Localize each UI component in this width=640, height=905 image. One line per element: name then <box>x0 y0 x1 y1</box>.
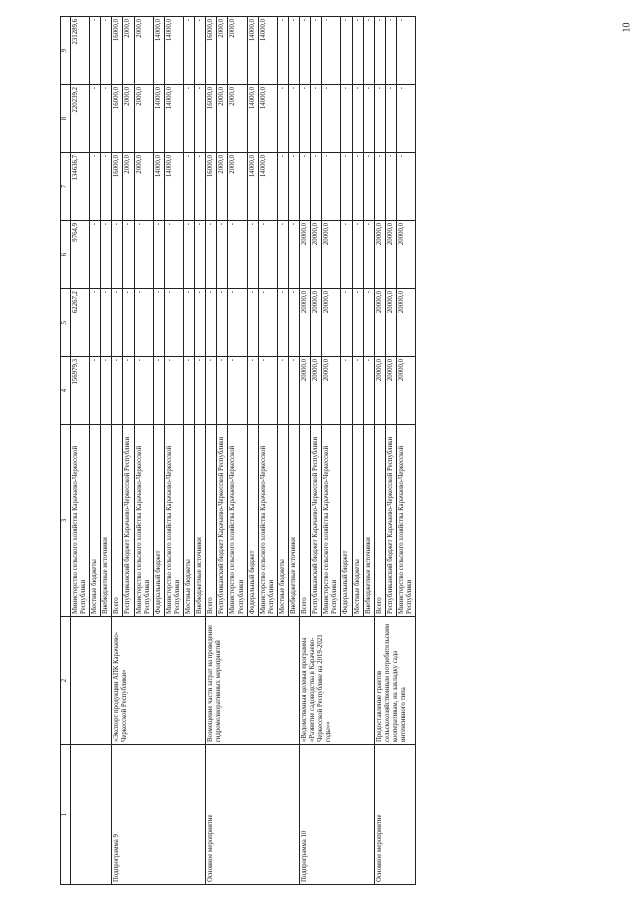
program-title-cell: Предоставление грантов сельскохозяйственным потребительским кооперативам, на закладку сада интенсивного типа <box>374 617 415 745</box>
value-cell: - <box>101 357 112 425</box>
funding-source-cell: Местные бюджеты <box>352 425 363 617</box>
value-cell: - <box>206 221 217 289</box>
value-cell: - <box>153 221 164 289</box>
value-cell: 2000,0 <box>228 153 247 221</box>
value-cell: - <box>247 357 258 425</box>
program-type-cell <box>71 745 112 885</box>
value-cell: - <box>288 153 299 221</box>
value-cell: - <box>352 153 363 221</box>
value-cell: - <box>90 289 101 357</box>
funding-source-cell: Министерство сельского хозяйства Карачаево-Черкесской Республики <box>164 425 183 617</box>
funding-source-cell: Республиканский бюджет Карачаево-Черкесской Республики <box>217 425 228 617</box>
value-cell: - <box>396 85 415 153</box>
program-title-cell: «Ведомственная целевая программа «Развитие садоводства в Карачаево-Черкесской Республике на 2019-2021 годы»» <box>300 617 375 745</box>
funding-source-cell: Республиканский бюджет Карачаево-Черкесской Республики <box>123 425 134 617</box>
value-cell: - <box>341 85 352 153</box>
program-title-cell: Возмещение части затрат на проведение гидромелиоративных мероприятий <box>206 617 300 745</box>
value-cell: - <box>277 85 288 153</box>
funding-source-cell: Федеральный бюджет <box>341 425 352 617</box>
value-cell: - <box>217 289 228 357</box>
value-cell: - <box>363 289 374 357</box>
funding-source-cell: Всего <box>112 425 123 617</box>
value-cell: 2000,0 <box>217 153 228 221</box>
value-cell: 14000,0 <box>258 153 277 221</box>
value-cell: - <box>396 153 415 221</box>
value-cell: - <box>195 153 206 221</box>
value-cell: - <box>134 221 153 289</box>
value-cell: - <box>311 17 322 85</box>
value-cell: - <box>217 221 228 289</box>
table-row <box>71 17 90 885</box>
value-cell: - <box>363 153 374 221</box>
value-cell: - <box>184 153 195 221</box>
value-cell: - <box>247 289 258 357</box>
funding-source-cell: Министерство сельского хозяйства Карачаево-Черкесской Республики <box>71 425 90 617</box>
value-cell: - <box>341 357 352 425</box>
value-cell: - <box>288 289 299 357</box>
value-cell: - <box>396 17 415 85</box>
value-cell: 16000,0 <box>206 153 217 221</box>
value-cell: 2000,0 <box>123 17 134 85</box>
value-cell: 20000,0 <box>300 289 311 357</box>
value-cell: 20000,0 <box>311 221 322 289</box>
value-cell: - <box>341 17 352 85</box>
value-cell: - <box>247 221 258 289</box>
value-cell: - <box>184 289 195 357</box>
value-cell: - <box>385 17 396 85</box>
value-cell: 2000,0 <box>134 85 153 153</box>
value-cell: 14000,0 <box>164 153 183 221</box>
value-cell: - <box>164 221 183 289</box>
funding-source-cell: Местные бюджеты <box>184 425 195 617</box>
value-cell: 20000,0 <box>396 221 415 289</box>
value-cell: - <box>123 289 134 357</box>
value-cell: - <box>363 17 374 85</box>
column-header: 6 <box>61 221 71 289</box>
program-title-cell <box>71 617 112 745</box>
value-cell: 20000,0 <box>374 221 385 289</box>
value-cell: 20000,0 <box>396 357 415 425</box>
value-cell: 2000,0 <box>123 153 134 221</box>
program-type-cell: Основное мероприятие <box>206 745 300 885</box>
value-cell: - <box>101 85 112 153</box>
value-cell: 20000,0 <box>385 357 396 425</box>
value-cell: - <box>228 221 247 289</box>
funding-source-cell: Республиканский бюджет Карачаево-Черкесской Республики <box>385 425 396 617</box>
funding-source-cell: Внебюджетные источники <box>363 425 374 617</box>
value-cell: - <box>123 221 134 289</box>
column-header: 1 <box>61 745 71 885</box>
value-cell: - <box>341 221 352 289</box>
value-cell: 134636,7 <box>71 153 90 221</box>
value-cell: - <box>217 357 228 425</box>
value-cell: - <box>300 17 311 85</box>
value-cell: - <box>277 221 288 289</box>
value-cell: 14000,0 <box>247 153 258 221</box>
value-cell: - <box>300 85 311 153</box>
value-cell: - <box>258 221 277 289</box>
value-cell: - <box>101 289 112 357</box>
value-cell: 14000,0 <box>258 17 277 85</box>
value-cell: - <box>90 357 101 425</box>
value-cell: - <box>90 85 101 153</box>
value-cell: - <box>311 85 322 153</box>
value-cell: - <box>322 153 341 221</box>
program-type-cell: Основное мероприятие <box>374 745 415 885</box>
value-cell: - <box>300 153 311 221</box>
budget-table-sheet <box>60 17 580 885</box>
value-cell: - <box>195 221 206 289</box>
value-cell: 16000,0 <box>112 17 123 85</box>
value-cell: - <box>288 357 299 425</box>
value-cell: - <box>277 153 288 221</box>
value-cell: - <box>385 85 396 153</box>
value-cell: 16000,0 <box>206 17 217 85</box>
value-cell: 20000,0 <box>311 357 322 425</box>
value-cell: - <box>112 289 123 357</box>
value-cell: - <box>195 85 206 153</box>
value-cell: 220239,2 <box>71 85 90 153</box>
value-cell: 20000,0 <box>311 289 322 357</box>
program-type-cell: Подпрограмма 9 <box>112 745 206 885</box>
column-header: 9 <box>61 17 71 85</box>
value-cell: - <box>363 221 374 289</box>
value-cell: 20000,0 <box>385 221 396 289</box>
value-cell: - <box>90 153 101 221</box>
funding-source-cell: Федеральный бюджет <box>153 425 164 617</box>
table-body <box>71 17 416 885</box>
value-cell: - <box>258 357 277 425</box>
value-cell: - <box>352 221 363 289</box>
value-cell: - <box>352 17 363 85</box>
value-cell: - <box>101 221 112 289</box>
value-cell: - <box>90 221 101 289</box>
value-cell: - <box>277 357 288 425</box>
funding-source-cell: Республиканский бюджет Карачаево-Черкесской Республики <box>311 425 322 617</box>
funding-source-cell: Внебюджетные источники <box>288 425 299 617</box>
value-cell: - <box>184 221 195 289</box>
value-cell: 14000,0 <box>247 85 258 153</box>
value-cell: 20000,0 <box>374 289 385 357</box>
value-cell: 14000,0 <box>164 85 183 153</box>
value-cell: - <box>374 17 385 85</box>
value-cell: - <box>195 357 206 425</box>
column-header: 2 <box>61 617 71 745</box>
value-cell: 20000,0 <box>300 221 311 289</box>
value-cell: 16000,0 <box>206 85 217 153</box>
funding-source-cell: Министерство сельского хозяйства Карачаево-Черкесской Республики <box>396 425 415 617</box>
value-cell: - <box>184 17 195 85</box>
value-cell: - <box>112 357 123 425</box>
value-cell: - <box>341 289 352 357</box>
value-cell: 14000,0 <box>164 17 183 85</box>
value-cell: 62267,2 <box>71 289 90 357</box>
value-cell: - <box>112 221 123 289</box>
value-cell: - <box>374 85 385 153</box>
value-cell: - <box>195 17 206 85</box>
column-header: 4 <box>61 357 71 425</box>
value-cell: - <box>288 85 299 153</box>
value-cell: 2000,0 <box>228 17 247 85</box>
value-cell: - <box>228 357 247 425</box>
value-cell: - <box>374 153 385 221</box>
column-number-row <box>61 17 71 885</box>
value-cell: - <box>352 357 363 425</box>
value-cell: 2000,0 <box>217 17 228 85</box>
value-cell: 14000,0 <box>153 153 164 221</box>
value-cell: - <box>363 85 374 153</box>
value-cell: - <box>352 85 363 153</box>
value-cell: 14000,0 <box>153 85 164 153</box>
value-cell: - <box>363 357 374 425</box>
value-cell: 20000,0 <box>322 357 341 425</box>
funding-source-cell: Внебюджетные источники <box>195 425 206 617</box>
value-cell: - <box>322 85 341 153</box>
value-cell: - <box>206 289 217 357</box>
value-cell: - <box>277 17 288 85</box>
value-cell: - <box>277 289 288 357</box>
value-cell: 20000,0 <box>322 289 341 357</box>
value-cell: - <box>184 357 195 425</box>
value-cell: 16000,0 <box>112 85 123 153</box>
value-cell: - <box>134 357 153 425</box>
value-cell: - <box>153 289 164 357</box>
column-header: 8 <box>61 85 71 153</box>
funding-source-cell: Федеральный бюджет <box>247 425 258 617</box>
value-cell: 2000,0 <box>123 85 134 153</box>
value-cell: - <box>184 85 195 153</box>
value-cell: - <box>206 357 217 425</box>
value-cell: 20000,0 <box>385 289 396 357</box>
value-cell: - <box>134 289 153 357</box>
value-cell: 231289,6 <box>71 17 90 85</box>
funding-source-cell: Министерство сельского хозяйства Карачаево-Черкесской Республики <box>228 425 247 617</box>
funding-source-cell: Местные бюджеты <box>90 425 101 617</box>
program-type-cell: Подпрограмма 10 <box>300 745 375 885</box>
funding-source-cell: Всего <box>374 425 385 617</box>
budget-table <box>60 16 416 885</box>
value-cell: - <box>341 153 352 221</box>
value-cell: - <box>288 221 299 289</box>
value-cell: 14000,0 <box>247 17 258 85</box>
value-cell: - <box>90 17 101 85</box>
value-cell: - <box>288 17 299 85</box>
value-cell: 2000,0 <box>228 85 247 153</box>
value-cell: - <box>164 357 183 425</box>
value-cell: 9764,9 <box>71 221 90 289</box>
table-row <box>374 17 385 885</box>
value-cell: - <box>311 153 322 221</box>
funding-source-cell: Министерство сельского хозяйства Карачаево-Черкесской Республики <box>258 425 277 617</box>
value-cell: 2000,0 <box>217 85 228 153</box>
value-cell: - <box>164 289 183 357</box>
program-title-cell: «Экспорт продукции АПК Карачаево-Черкесской Республики» <box>112 617 206 745</box>
funding-source-cell: Всего <box>206 425 217 617</box>
funding-source-cell: Министерство сельского хозяйства Карачаево-Черкесской Республики <box>134 425 153 617</box>
value-cell: 14000,0 <box>153 17 164 85</box>
funding-source-cell: Местные бюджеты <box>277 425 288 617</box>
value-cell: - <box>101 17 112 85</box>
funding-source-cell: Внебюджетные источники <box>101 425 112 617</box>
table-row <box>112 17 123 885</box>
funding-source-cell: Министерство сельского хозяйства Карачаево-Черкесской Республики <box>322 425 341 617</box>
value-cell: 2000,0 <box>134 153 153 221</box>
value-cell: 20000,0 <box>322 221 341 289</box>
value-cell: 20000,0 <box>396 289 415 357</box>
value-cell: - <box>322 17 341 85</box>
value-cell: - <box>195 289 206 357</box>
value-cell: 20000,0 <box>300 357 311 425</box>
table-row <box>206 17 217 885</box>
value-cell: - <box>153 357 164 425</box>
value-cell: - <box>101 153 112 221</box>
funding-source-cell: Всего <box>300 425 311 617</box>
value-cell: - <box>352 289 363 357</box>
page-number: 10 <box>621 22 633 33</box>
value-cell: 2000,0 <box>134 17 153 85</box>
table-row <box>300 17 311 885</box>
column-header: 7 <box>61 153 71 221</box>
value-cell: - <box>258 289 277 357</box>
value-cell: 16000,0 <box>112 153 123 221</box>
column-header: 3 <box>61 425 71 617</box>
value-cell: - <box>228 289 247 357</box>
value-cell: 14000,0 <box>258 85 277 153</box>
value-cell: - <box>123 357 134 425</box>
column-header: 5 <box>61 289 71 357</box>
value-cell: 20000,0 <box>374 357 385 425</box>
value-cell: 156979,3 <box>71 357 90 425</box>
value-cell: - <box>385 153 396 221</box>
